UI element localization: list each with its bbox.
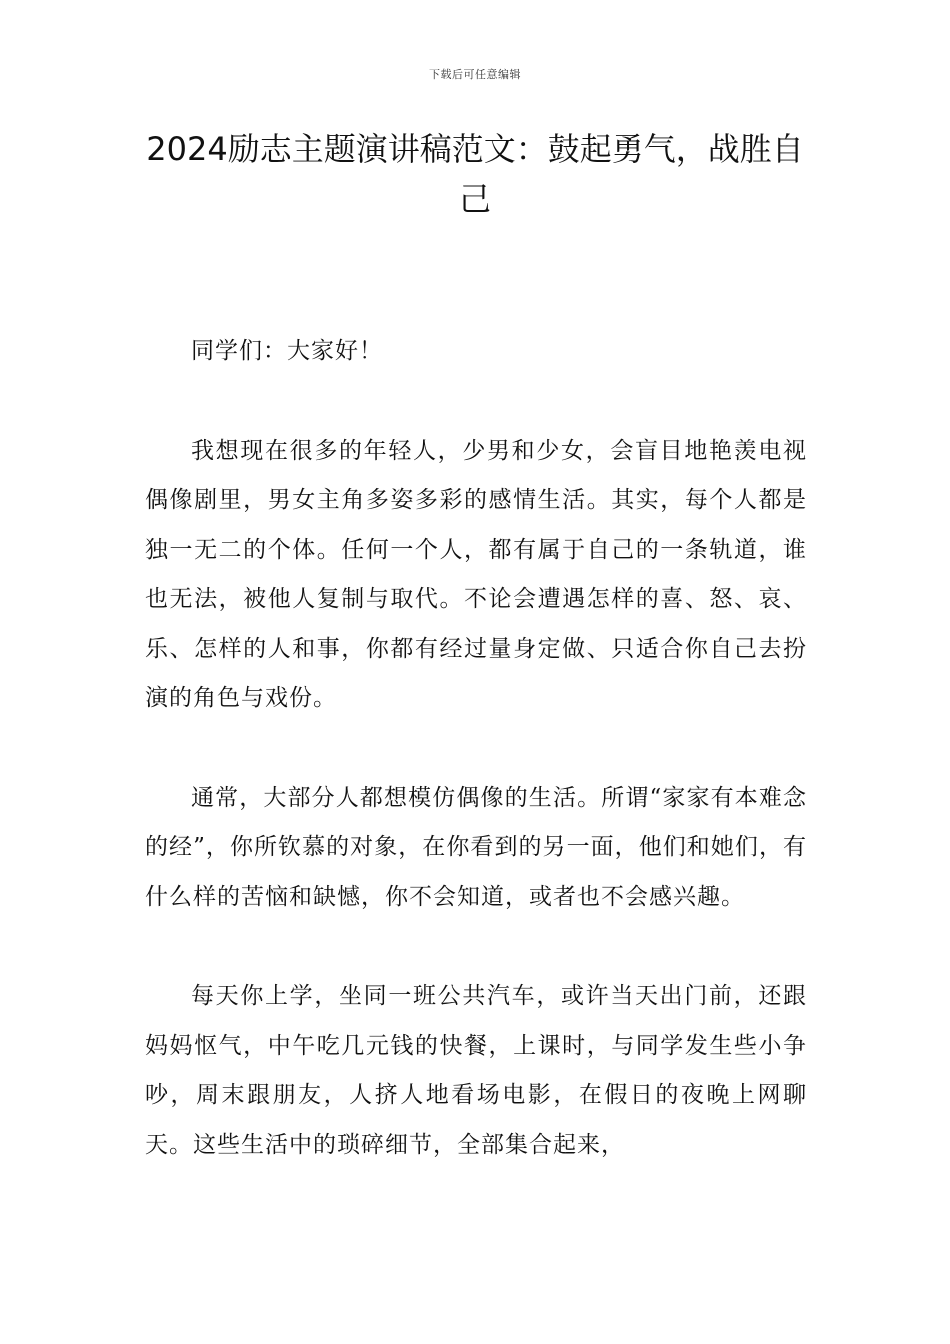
paragraph-1: 我想现在很多的年轻人，少男和少女，会盲目地艳羡电视偶像剧里，男女主角多姿多彩的感情生活。其实，每个人都是独一无二的个体。任何一个人，都有属于自己的一条轨道，谁也无法，被他人复制与取代。不论会遭遇怎样的喜、怒、哀、乐、怎样的人和事，你都有经过量身定做、只适合你自己去扮演的角色与戏份。 <box>145 437 807 711</box>
paragraph-2: 通常，大部分人都想模仿偶像的生活。所谓“家家有本难念的经”，你所钦慕的对象，在你看到的另一面，他们和她们，有什么样的苦恼和缺憾，你不会知道，或者也不会感兴趣。 <box>145 784 807 910</box>
header-note: 下载后可任意编辑 <box>429 68 521 81</box>
paragraph-3: 每天你上学，坐同一班公共汽车，或许当天出门前，还跟妈妈怄气，中午吃几元钱的快餐，上课时，与同学发生些小争吵，周末跟朋友，人挤人地看场电影，在假日的夜晚上网聊天。这些生活中的琐碎细节，全部集合起来， <box>145 983 807 1158</box>
document-title: 2024励志主题演讲稿范文：鼓起勇气，战胜自己 <box>146 130 804 218</box>
paragraph-greeting: 同学们：大家好！ <box>191 338 383 364</box>
document-body <box>145 327 807 1220</box>
